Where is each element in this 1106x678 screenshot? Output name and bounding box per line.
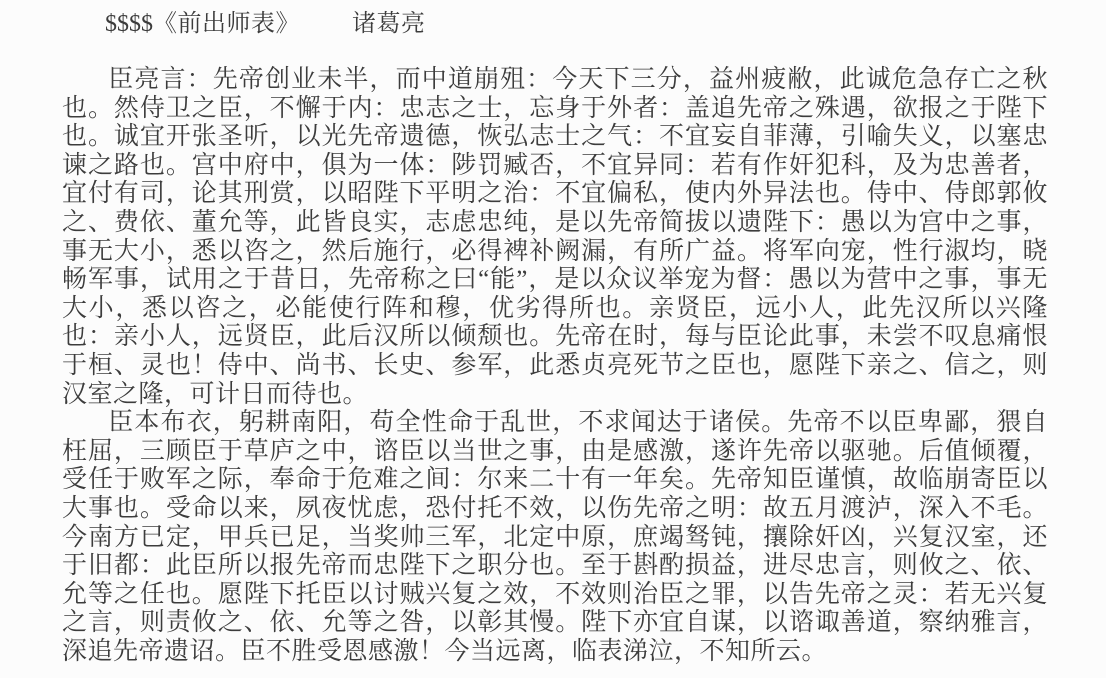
work-title: 《前出师表》: [153, 11, 300, 37]
paragraph-1: 臣亮言：先帝创业未半，而中道崩殂：今天下三分，益州疲敝，此诚危急存亡之秋也。然侍卫之臣，不懈于内：忠志之士，忘身于外者：盖追先帝之殊遇，欲报之于陛下也。诚宜开张圣听，以光先帝遗德，恢弘志士之气：不宜妄自菲薄，引喻失义，以塞忠谏之路也。宫中府中，俱为一体：陟罚臧否，不宜异同：若有作奸犯科，及为忠善者，宜付有司，论其刑赏，以昭陛下平明之治：不宜偏私，使内外异法也。侍中、侍郎郭攸之、费依、董允等，此皆良实，志虑忠纯，是以先帝简拔以遗陛下：愚以为宫中之事，事无大小，悉以咨之，然后施行，必得裨补阙漏，有所广益。将军向宠，性行淑均，晓畅军事，试用之于昔日，先帝称之曰“能”，是以众议举宠为督：愚以为营中之事，事无大小，悉以咨之，必能使行阵和穆，优劣得所也。亲贤臣，远小人，此先汉所以兴隆也：亲小人，远贤臣，此后汉所以倾颓也。先帝在时，每与臣论此事，未尝不叹息痛恨于桓、灵也！侍中、尚书、长史、参军，此悉贞亮死节之臣也，愿陛下亲之、信之，则汉室之隆，可计日而待也。: [62, 66, 1048, 408]
document-title: [105, 9, 1048, 39]
paragraph-2: 臣本布衣，躬耕南阳，苟全性命于乱世，不求闻达于诸侯。先帝不以臣卑鄙，猥自枉屈，三顾臣于草庐之中，谘臣以当世之事，由是感激，遂许先帝以驱驰。后值倾覆，受任于败军之际，奉命于危难之间：尔来二十有一年矣。先帝知臣谨慎，故临崩寄臣以大事也。受命以来，夙夜忧虑，恐付托不效，以伤先帝之明：故五月渡泸，深入不毛。今南方已定，甲兵已足，当奖帅三军，北定中原，庶竭驽钝，攘除奸凶，兴复汉室，还于旧都：此臣所以报先帝而忠陛下之职分也。至于斟酌损益，进尽忠言，则攸之、依、允等之任也。愿陛下托臣以讨贼兴复之效，不效则治臣之罪，以告先帝之灵：若无兴复之言，则责攸之、依、允等之咎，以彰其慢。陛下亦宜自谋，以谘诹善道，察纳雅言，深追先帝遗诏。臣不胜受恩感激！今当远离，临表涕泣，不知所云。: [62, 409, 1048, 665]
author-name: 诸葛亮: [352, 11, 426, 37]
title-prefix: $$$$: [105, 11, 153, 37]
